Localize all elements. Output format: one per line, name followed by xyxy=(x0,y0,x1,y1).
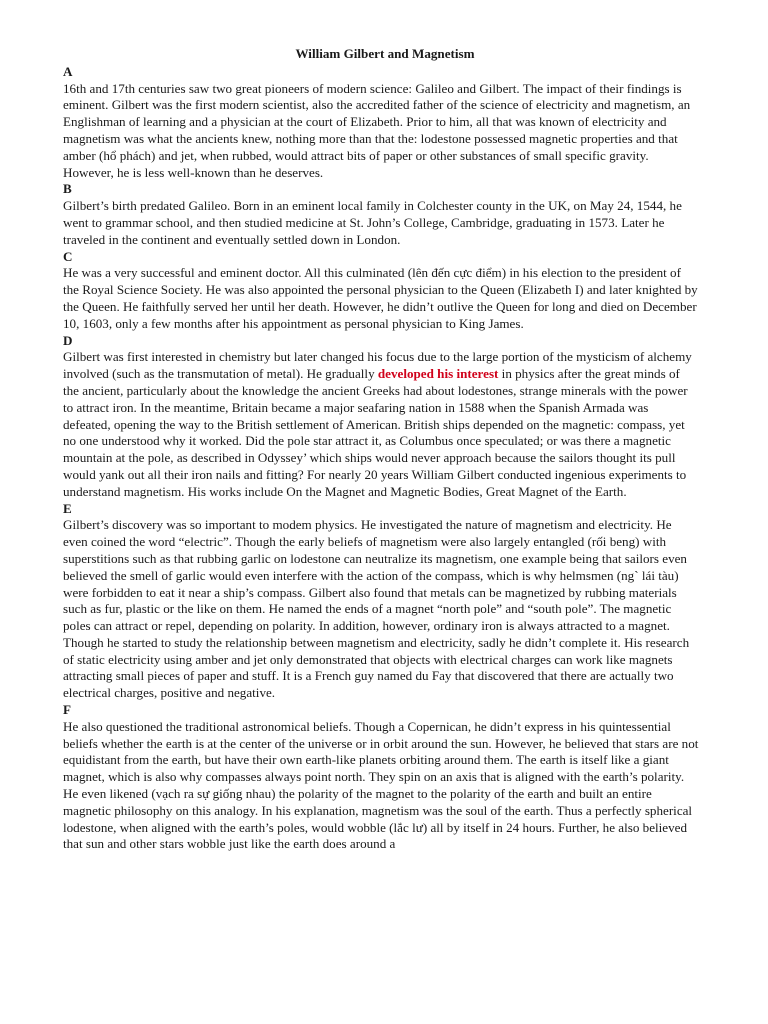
document-title: William Gilbert and Magnetism xyxy=(295,46,475,61)
section-d-text xyxy=(63,349,699,500)
section-f-text: He also questioned the traditional astronomical beliefs. Though a Copernican, he didn’t express in his quintessential beliefs whether the earth is at the center of the universe or in orbit around the sun. However, he believed that stars are not equidistant from the earth, but have their own earth-like planets orbiting around them. The earth is itself like a giant magnet, which is also why compasses always point north. They spin on an axis that is aligned with the earth’s polarity. He even likened (vạch ra sự giống nhau) the polarity of the magnet to the polarity of the earth and built an entire magnetic philosophy on this analogy. In his explanation, magnetism was the soul of the earth. Thus a perfectly spherical lodestone, when aligned with the earth’s poles, would wobble (lắc lư) all by itself in 24 hours. Further, he also believed that sun and other stars wobble just like the earth does around a xyxy=(63,718,699,852)
section-c-text: He was a very successful and eminent doctor. All this culminated (lên đến cực điểm) in his election to the president of the Royal Science Society. He was also appointed the personal physician to the Queen (Elizabeth I) and later knighted by the Queen. He faithfully served her until her death. However, he didn’t outlive the Queen for long and died on December 10, 1603, only a few months after his appointment as personal physician to King James. xyxy=(63,265,698,331)
section-e-text: Gilbert’s discovery was so important to modem physics. He investigated the nature of magnetism and electricity. He even coined the word “electric”. Though the early beliefs of magnetism were also largely entangled (rối beng) with superstitions such as that rubbing garlic on lodestone can neutralize its magnetism, one example being that sailors even believed the smell of garlic would even interfere with the action of the compass, which is why helmsmen (ngˋ lái tàu) were forbidden to eat it near a ship’s compass. Gilbert also found that metals can be magnetized by rubbing materials such as fur, plastic or the like on them. He named the ends of a magnet “north pole” and “south pole”. The magnetic poles can attract or repel, depending on polarity. In addition, however, ordinary iron is always attracted to a magnet. Though he started to study the relationship between magnetism and electricity, sadly he didn’t complete it. His research of static electricity using amber and jet only demonstrated that objects with electrical charges can work like magnets attracting small pieces of paper and stuff. It is a French guy named du Fay that discovered that there are actually two electrical charges, positive and negative. xyxy=(63,517,690,701)
section-f-letter: F xyxy=(63,702,71,718)
section-a-text: 16th and 17th centuries saw two great pioneers of modern science: Galileo and Gilbert. The impact of their findings is eminent. Gilbert was the first modern scientist, also the accredited father of the science of electricity and magnetism, an Englishman of learning and a physician at the court of Elizabeth. Prior to him, all that was known of electricity and magnetism was what the ancients knew, nothing more than that the: lodestone possessed magnetic properties and that amber (hổ phách) and jet, when rubbed, would attract bits of paper or other substances of small specific gravity. However, he is less well-known than he deserves. xyxy=(63,80,691,180)
document-page xyxy=(63,46,699,853)
section-c-letter: C xyxy=(63,248,73,264)
section-d-text-after: in physics after the great minds of the ancient, particularly about the knowledge the ancient Greeks had about lodestones, strange minerals with the power to attract iron. In the meantime, Britain became a major seafaring nation in 1588 when the Spanish Armada was defeated, opening the way to the British settlement of American. British ships depended on the magnetic: compass, yet no one understood why it worked. Did the pole star attract it, as Columbus once speculated; or was there a magnetic mountain at the pole, as described in Odyssey’ which ships would never approach because the sailors thought its pull would yank out all their iron nails and fitting? For nearly 20 years William Gilbert conducted ingenious experiments to understand magnetism. His works include On the Magnet and Magnetic Bodies, Great Magnet of the Earth. xyxy=(63,366,688,499)
section-d-text-before: Gilbert was first interested in chemistry but later changed his focus due to the large portion of the mysticism of alchemy involved (such as the transmutation of metal). He gradually xyxy=(63,349,692,382)
section-b-text: Gilbert’s birth predated Galileo. Born in an eminent local family in Colchester county in the UK, on May 24, 1544, he went to grammar school, and then studied medicine at St. John’s College, Cambridge, graduating in 1573. Later he traveled in the continent and eventually settled down in London. xyxy=(63,198,682,247)
highlighted-phrase: developed his interest xyxy=(377,366,499,382)
section-e-letter: E xyxy=(63,500,72,516)
section-b-letter: B xyxy=(63,181,72,197)
section-a-letter: A xyxy=(63,63,73,79)
section-d-letter: D xyxy=(63,332,73,348)
